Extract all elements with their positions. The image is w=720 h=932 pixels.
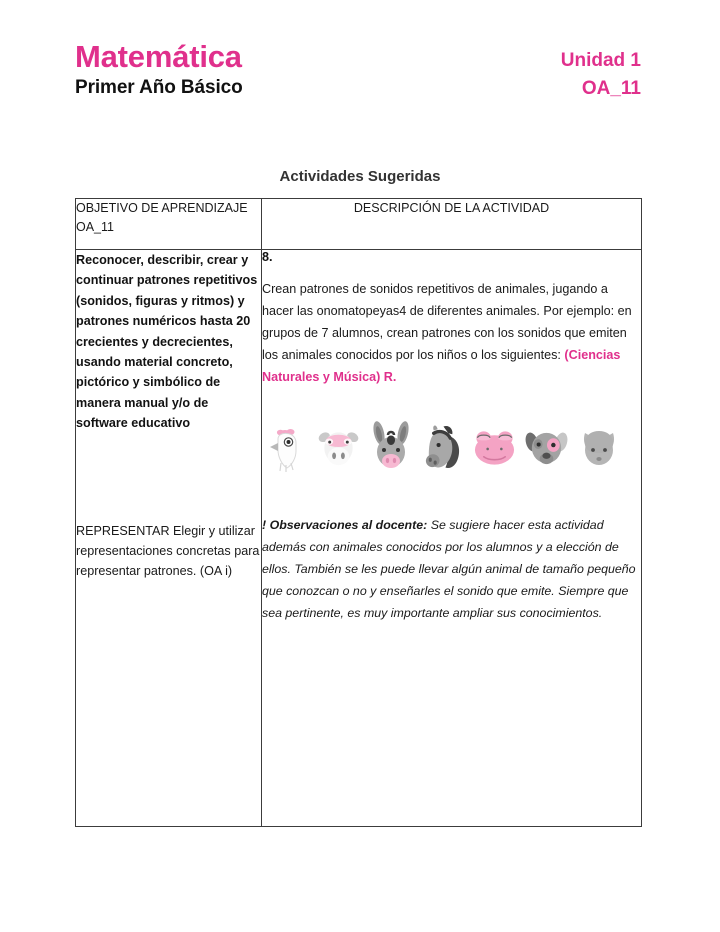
dog-icon [524, 418, 569, 476]
donkey-icon [368, 418, 413, 476]
observations-lead-label: ! Observaciones al docente: [262, 518, 428, 533]
table-row [76, 250, 642, 827]
oa-code-label: OA_11 [581, 77, 641, 99]
frog-icon [472, 418, 517, 476]
objective-cell [76, 250, 262, 827]
activity-subject-reference: (Ciencias Naturales y Música) R. [262, 348, 621, 385]
description-cell [262, 250, 642, 827]
header-left-block [75, 40, 243, 100]
document-header [75, 40, 641, 101]
activity-body-main: Crean patrones de sonidos repetitivos de animales, jugando a hacer las onomatopeyas4 de diferentes animales. Por ejemplo: en grupos de 7 alumnos, crean patrones con los sonidos que emiten los animales conocidos por los niños o los siguientes: [262, 282, 632, 363]
objective-secondary-text: REPRESENTAR Elegir y utilizar representaciones concretas para representar patrones. (OA i) [76, 523, 260, 579]
chicken-icon [264, 418, 309, 476]
header-right-block [561, 40, 641, 101]
activities-table [75, 198, 642, 827]
objective-main-text: Reconocer, describir, crear y continuar patrones repetitivos (sonidos, figuras y ritmos) y patrones numéricos hasta 20 crecientes y decrecientes, usando material concreto, pictórico y simbólico de manera manual y/o de software educativo [76, 253, 258, 431]
animal-illustration-strip [262, 414, 641, 476]
table-header-row [76, 199, 642, 250]
mouse-icon [576, 418, 621, 476]
subject-title: Matemática [75, 39, 242, 74]
unit-label: Unidad 1 [560, 50, 641, 71]
section-title: Actividades Sugeridas [279, 168, 441, 185]
column-header-description: DESCRIPCIÓN DE LA ACTIVIDAD [262, 199, 642, 250]
grade-title: Primer Año Básico [75, 77, 243, 99]
teacher-observations [262, 514, 641, 624]
activity-number: 8. [262, 250, 273, 264]
cow-icon [316, 418, 361, 476]
observations-body-text: Se sugiere hacer esta actividad además con animales conocidos por los alumnos y a elección de ellos. También se les puede llevar algún animal de tamaño pequeño que conozcan o no y enseñarles el sonido que emite. Siempre que sea pertinente, es muy importante ampliar sus conocimientos. [262, 518, 636, 621]
column-header-objective: OBJETIVO DE APRENDIZAJE OA_11 [76, 199, 262, 250]
activity-body-text [262, 278, 641, 388]
horse-icon [420, 418, 465, 476]
